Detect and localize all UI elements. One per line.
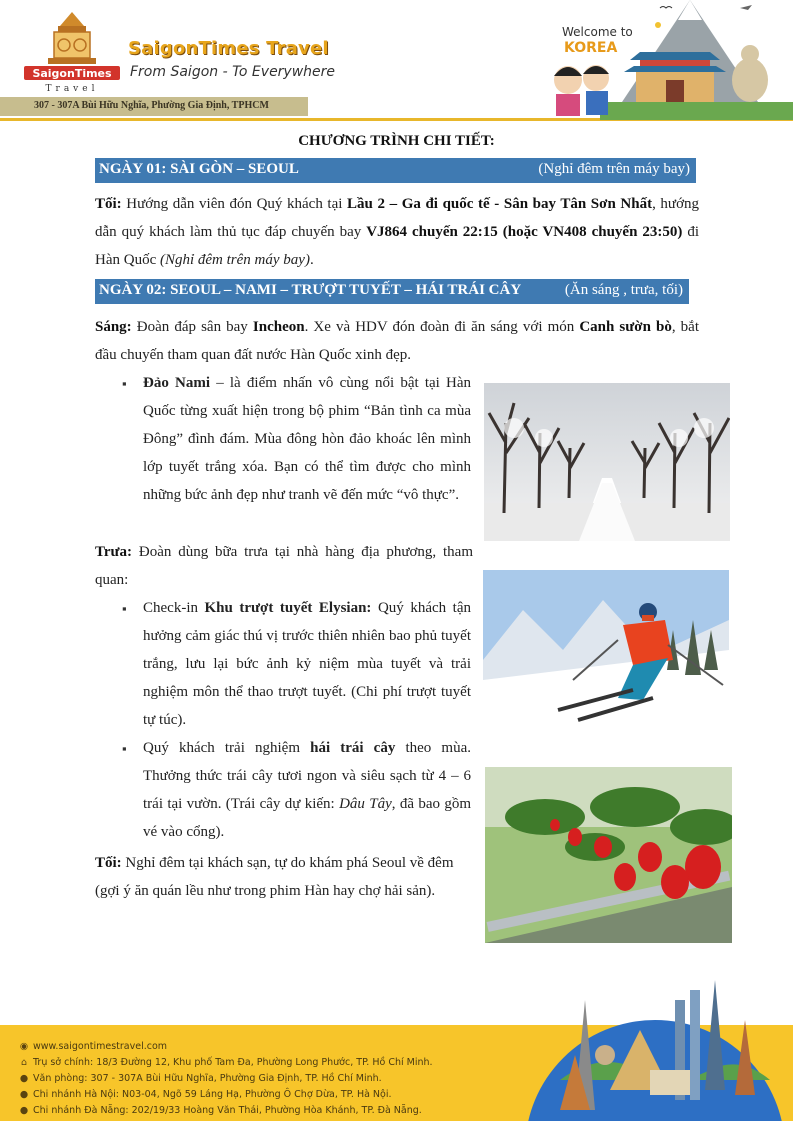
section-title: CHƯƠNG TRÌNH CHI TIẾT:	[298, 133, 495, 149]
morning-label: Sáng:	[95, 319, 132, 335]
globe-icon: ◉	[19, 1041, 29, 1052]
footer-hanoi-branch: ● Chi nhánh Hà Nội: N03-04, Ngõ 59 Láng Hạ, Phường Ô Chợ Dừa, TP. Hà Nội.	[19, 1089, 392, 1100]
logo-wordmark: SaigonTimes	[32, 67, 112, 80]
fruit-picking-item: Quý khách trải nghiệm hái trái cây theo mùa. Thưởng thức trái cây tươi ngon và siêu sạch từ 4 – 6 trái tại vườn. (Trái cây dự kiến: Dâu Tây, đã bao gồm vé vào cổng).	[143, 740, 472, 840]
world-landmarks-illustration	[500, 960, 793, 1121]
saigontimes-logo	[22, 10, 122, 96]
day-01-note: (Nghỉ đêm trên máy bay)	[538, 161, 690, 177]
footer-headquarters: ⌂ Trụ sở chính: 18/3 Đường 12, Khu phố Tam Đa, Phường Long Phước, TP. Hồ Chí Minh.	[18, 1057, 433, 1068]
day-01-title: NGÀY 01: SÀI GÒN – SEOUL	[99, 161, 299, 177]
elysian-ski-item: Check-in Khu trượt tuyết Elysian: Quý khách tận hưởng cảm giác thú vị trước thiên nhiên bao phủ tuyết trắng, lưu lại bức ảnh kỷ niệm mùa tuyết và trải nghiệm môn thể thao trượt tuyết. (Chi phí trượt tuyết tự túc).	[143, 600, 471, 728]
day-02-header	[95, 279, 689, 304]
bullet-marker: ▪	[122, 376, 127, 391]
evening-label-day2: Tối:	[95, 855, 122, 871]
nami-island-photo	[484, 383, 730, 541]
page-header	[0, 0, 793, 122]
brand-title: SaigonTimes Travel	[128, 38, 329, 59]
footer-website[interactable]: ◉ www.saigontimestravel.com	[19, 1041, 168, 1052]
nami-island-item: Đảo Nami – là điểm nhấn vô cùng nổi bật tại Hàn Quốc từng xuất hiện trong bộ phim “Bản tình ca mùa Đông” đình đám. Mùa đông hòn đảo khoác lên mình lớp tuyết trắng xóa. Bạn có thể tìm được cho mình những bức ảnh đẹp như tranh vẽ đến mức “vô thực”.	[143, 375, 471, 503]
logo-subtext: Travel	[45, 84, 99, 94]
evening-paragraph: Tối: Nghỉ đêm tại khách sạn, tự do khám phá Seoul về đêm (gợi ý ăn quán lều như trong phim Hàn hay chợ hải sản).	[95, 855, 454, 899]
day-01-evening-paragraph: Tối: Hướng dẫn viên đón Quý khách tại Lầu 2 – Ga đi quốc tế - Sân bay Tân Sơn Nhất, hướng dẫn quý khách làm thủ tục đáp chuyến bay VJ864 chuyến 22:15 (hoặc VN408 chuyến 23:50) đi Hàn Quốc (Nghỉ đêm trên máy bay).	[95, 196, 699, 268]
location-pin-icon: ●	[19, 1089, 29, 1100]
ski-resort-photo	[483, 570, 729, 737]
home-icon: ⌂	[20, 1057, 28, 1068]
location-pin-icon: ●	[19, 1105, 29, 1116]
welcome-text: Welcome to	[562, 25, 633, 39]
bullet-marker: ▪	[122, 601, 127, 616]
day-02-title: NGÀY 02: SEOUL – NAMI – TRƯỢT TUYẾT – HÁI TRÁI CÂY	[99, 282, 522, 298]
footer-danang-branch: ● Chi nhánh Đà Nẵng: 202/19/33 Hoàng Văn Thái, Phường Hòa Khánh, TP. Đà Nẵng.	[19, 1105, 422, 1116]
day-02-note: (Ăn sáng , trưa, tối)	[564, 282, 683, 298]
brand-tagline: From Saigon - To Everywhere	[130, 64, 336, 80]
strawberry-photo	[485, 767, 732, 943]
welcome-country: KOREA	[564, 40, 618, 56]
day-01-header	[95, 158, 696, 183]
morning-paragraph: Sáng: Đoàn đáp sân bay Incheon. Xe và HDV đón đoàn đi ăn sáng với món Canh sườn bò, bắt đầu chuyến tham quan đất nước Hàn Quốc xinh đẹp.	[95, 319, 699, 363]
welcome-korea-illustration	[540, 0, 793, 120]
location-pin-icon: ●	[19, 1073, 29, 1084]
noon-label: Trưa:	[95, 544, 133, 560]
footer-office: ● Văn phòng: 307 - 307A Bùi Hữu Nghĩa, Phường Gia Định, TP. Hồ Chí Minh.	[19, 1073, 382, 1084]
evening-label: Tối:	[95, 196, 122, 212]
bullet-marker: ▪	[122, 741, 127, 756]
noon-paragraph: Trưa: Đoàn dùng bữa trưa tại nhà hàng địa phương, tham quan:	[95, 544, 473, 588]
header-address: 307 - 307A Bùi Hữu Nghĩa, Phường Gia Định, TPHCM	[0, 97, 308, 116]
